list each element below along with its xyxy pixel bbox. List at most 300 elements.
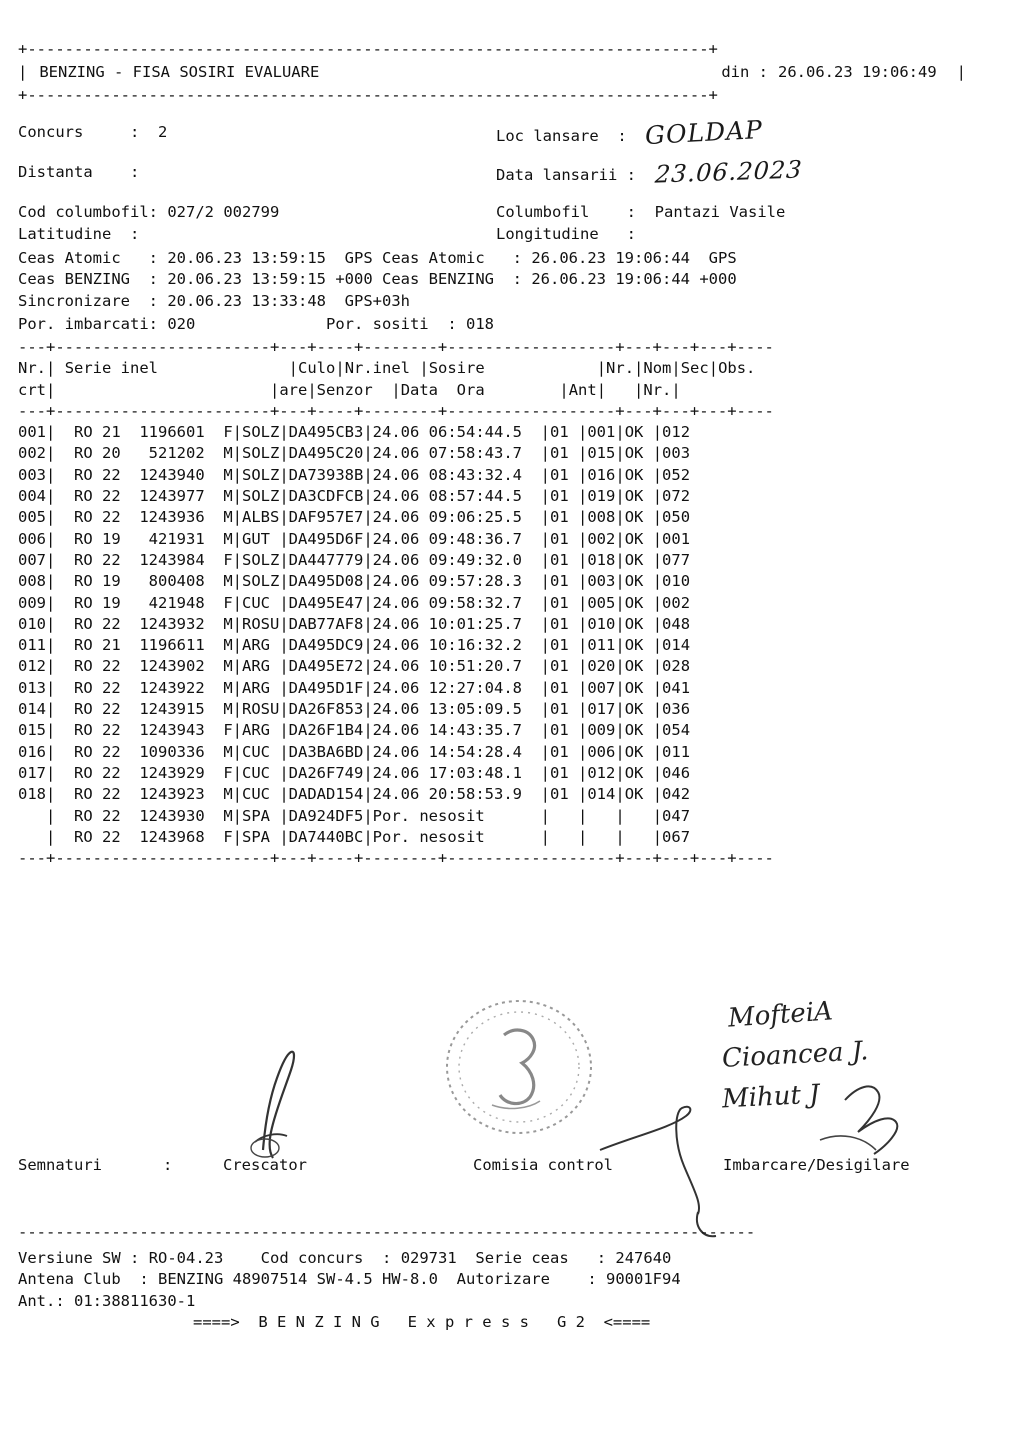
cell-sosire: 24.06 09:06:25.5 [372, 508, 541, 527]
cell-culoare: SOLZ [242, 487, 280, 506]
column-divider: | [232, 444, 242, 463]
antena-club-label: Antena Club [18, 1270, 121, 1288]
cell-crt: 010 [18, 614, 46, 633]
concurs-label: Concurs [18, 123, 84, 141]
column-divider: | [652, 721, 663, 740]
cell-sec: OK [624, 529, 653, 548]
column-divider: | [279, 657, 289, 676]
column-divider: | [578, 806, 588, 825]
por-sositi-sep: : [447, 314, 457, 333]
table-header-row-2: crt| |are|Senzor |Data Ora |Ant| |Nr.| [18, 380, 681, 399]
column-divider: | [615, 550, 625, 569]
column-divider: | [363, 657, 373, 676]
column-divider: | [578, 636, 588, 655]
column-divider: | [652, 827, 663, 846]
table-row [18, 827, 978, 848]
cell-sec: OK [624, 444, 653, 463]
cell-sosire: 24.06 20:58:53.9 [372, 785, 541, 804]
cell-sosire: 24.06 09:58:32.7 [372, 593, 541, 612]
cell-nom: 003 [587, 572, 616, 591]
cell-obs: 011 [662, 742, 691, 761]
cell-sec: OK [624, 423, 653, 442]
concurs-sep: : [130, 123, 140, 141]
cell-serie: RO 22 1243943 F [55, 721, 233, 740]
table-row [18, 635, 978, 656]
cell-sosire: 24.06 09:57:28.3 [372, 572, 541, 591]
cell-ant: 01 [550, 508, 578, 527]
clock-row-benzing [18, 269, 998, 290]
cell-culoare: SOLZ [242, 423, 280, 442]
cell-ant: 01 [550, 785, 578, 804]
cell-sosire: 24.06 13:05:09.5 [372, 700, 541, 719]
clock-benzing-left-suffix: +000 [335, 270, 373, 289]
cell-serie: RO 21 1196601 F [55, 423, 233, 442]
column-divider: | [232, 785, 242, 804]
cod-concurs-label: Cod concurs [260, 1248, 364, 1267]
column-divider: | [46, 657, 56, 676]
column-divider: | [46, 678, 56, 697]
cell-ant: 01 [550, 763, 578, 782]
cell-nom [587, 807, 615, 825]
header-bar-left: | [18, 63, 28, 81]
column-divider: | [232, 593, 242, 612]
column-divider: | [652, 487, 663, 506]
table-header-row-1: Nr.| Serie inel |Culo|Nr.inel |Sosire |Nr.|Nom|Sec|Obs. [18, 359, 756, 378]
column-divider: | [232, 742, 242, 761]
cell-sosire: 24.06 08:57:44.5 [372, 487, 541, 506]
column-divider: | [363, 785, 373, 804]
column-divider: | [363, 806, 373, 825]
cell-nom: 018 [587, 550, 616, 569]
cell-serie: RO 20 521202 M [55, 444, 233, 463]
column-divider: | [615, 806, 625, 825]
cell-senzor: DAB77AF8 [288, 614, 364, 633]
cell-nom: 008 [587, 508, 616, 527]
column-divider: | [279, 827, 289, 846]
cell-crt [18, 828, 46, 846]
clock-atomic-right-value: 26.06.23 19:06:44 [531, 249, 690, 267]
cell-sosire: 24.06 09:49:32.0 [372, 550, 541, 569]
cell-culoare: ARG [242, 657, 280, 676]
column-divider: | [652, 529, 663, 548]
cell-culoare: ARG [242, 636, 280, 655]
cell-crt: 008 [18, 572, 46, 591]
column-divider: | [279, 742, 289, 761]
column-divider: | [578, 444, 588, 463]
cell-senzor: DA26F853 [288, 700, 364, 719]
column-divider: | [232, 550, 242, 569]
column-divider: | [279, 529, 289, 548]
header-title-row [18, 58, 966, 86]
cell-senzor: DA495CB3 [288, 423, 364, 442]
signatures-labels [18, 1155, 978, 1183]
cell-obs: 052 [662, 465, 691, 484]
cell-sosire: 24.06 10:51:20.7 [372, 657, 541, 676]
column-divider: | [578, 550, 588, 569]
cell-ant [550, 807, 578, 825]
comisia-stamp-icon [432, 985, 607, 1155]
crescator-label: Crescator [223, 1156, 307, 1174]
cod-columbofil-value: 027/2 002799 [167, 203, 280, 221]
cell-crt: 018 [18, 785, 46, 804]
cell-crt: 003 [18, 465, 46, 484]
column-divider: | [578, 465, 588, 484]
cell-sec: OK [624, 593, 653, 612]
cell-sec: OK [624, 763, 653, 782]
cell-serie: RO 22 1243922 M [55, 678, 233, 697]
cell-ant [550, 828, 578, 846]
cell-crt: 017 [18, 763, 46, 782]
column-divider: | [279, 487, 289, 506]
column-divider: | [540, 827, 550, 846]
column-divider: | [46, 700, 56, 719]
cell-senzor: DA495D1F [288, 678, 364, 697]
latitudine-field [18, 224, 139, 246]
concurs-field [18, 122, 167, 144]
column-divider: | [578, 721, 588, 740]
cell-senzor: DA924DF5 [288, 806, 364, 825]
column-divider: | [615, 487, 625, 506]
column-divider: | [46, 763, 56, 782]
column-divider: | [279, 678, 289, 697]
column-divider: | [232, 657, 242, 676]
column-divider: | [652, 465, 663, 484]
sincronizare-sep: : [148, 291, 158, 310]
column-divider: | [615, 465, 625, 484]
column-divider: | [615, 636, 625, 655]
por-imbarcati-value: 020 [167, 314, 196, 333]
column-divider: | [363, 614, 373, 633]
cell-senzor: DA73938B [288, 465, 364, 484]
cell-obs: 042 [662, 785, 691, 804]
clock-benzing-right-sep: : [512, 270, 522, 289]
column-divider: | [279, 636, 289, 655]
cell-culoare: ARG [242, 721, 280, 740]
cell-sosire: 24.06 09:48:36.7 [372, 529, 541, 548]
cell-sec [625, 807, 653, 825]
cell-nom: 020 [587, 657, 616, 676]
cod-concurs-value: 029731 [400, 1248, 457, 1267]
cell-sosire: Por. nesosit [372, 827, 541, 846]
column-divider: | [279, 593, 289, 612]
sincronizare-suffix: GPS+03h [344, 291, 410, 310]
column-divider: | [363, 550, 373, 569]
column-divider: | [540, 423, 550, 442]
th2-senzor: Senzor [316, 380, 373, 399]
header-rule-top: +-------------------------------------------------------------------------+ [18, 40, 718, 58]
cell-sec: OK [624, 465, 653, 484]
table-row [18, 614, 978, 635]
column-divider: | [652, 785, 663, 804]
th-sec: Sec [680, 359, 709, 378]
column-divider: | [540, 806, 550, 825]
cell-ant: 01 [550, 742, 578, 761]
column-divider: | [363, 700, 373, 719]
column-divider: | [652, 806, 663, 825]
header-din-value: 26.06.23 19:06:49 [778, 63, 937, 81]
cell-nom: 009 [587, 721, 616, 740]
cell-serie: RO 22 1243940 M [55, 465, 233, 484]
column-divider: | [363, 572, 373, 591]
cell-ant: 01 [550, 423, 578, 442]
sincronizare-label: Sincronizare [18, 291, 130, 310]
column-divider: | [578, 742, 588, 761]
cell-sosire: 24.06 14:54:28.4 [372, 742, 541, 761]
cell-nom: 014 [587, 785, 616, 804]
loc-lansare-sep: : [617, 127, 627, 145]
cell-serie: RO 21 1196611 M [55, 636, 233, 655]
th2-sec-nr: Nr. [643, 380, 672, 399]
columbofil-label: Columbofil [496, 203, 590, 221]
table-row [18, 720, 978, 741]
cod-concurs-sep: : [382, 1248, 392, 1267]
column-divider: | [46, 465, 56, 484]
cell-sec: OK [624, 785, 653, 804]
por-imbarcati-label: Por. imbarcati: [18, 314, 158, 333]
column-divider: | [652, 742, 663, 761]
cell-serie: RO 22 1243930 M [55, 806, 233, 825]
table-row [18, 465, 978, 486]
cell-crt: 005 [18, 508, 46, 527]
cell-sec: OK [624, 572, 653, 591]
table-sep-top: ---+-----------------------+---+----+--------+------------------+---+---+---+---- [18, 338, 774, 356]
clock-benzing-left-value: 20.06.23 13:59:15 [167, 270, 326, 289]
cell-crt: 007 [18, 550, 46, 569]
column-divider: | [232, 508, 242, 527]
distanta-sep: : [129, 163, 140, 181]
cell-obs: 036 [662, 700, 691, 719]
handwritten-name-1: MofteiA [727, 996, 834, 1034]
table-row [18, 550, 978, 571]
cell-obs: 002 [662, 593, 691, 612]
sincronizare-value: 20.06.23 13:33:48 [167, 291, 326, 310]
cell-sosire: 24.06 06:54:44.5 [372, 423, 541, 442]
clock-atomic-left-suffix: GPS [344, 249, 373, 267]
column-divider: | [363, 529, 373, 548]
column-divider: | [540, 508, 550, 527]
cell-nom: 015 [587, 444, 616, 463]
column-divider: | [363, 636, 373, 655]
document-title: BENZING - FISA SOSIRI EVALUARE [39, 63, 320, 81]
column-divider: | [232, 465, 242, 484]
cell-serie: RO 22 1243915 M [55, 700, 233, 719]
cell-culoare: GUT [242, 529, 280, 548]
th2-ant: Ant [568, 380, 597, 399]
column-divider: | [615, 423, 625, 442]
cell-obs: 014 [662, 636, 691, 655]
cell-culoare: CUC [242, 763, 280, 782]
meta-row-cod-columbofil [18, 202, 978, 224]
cell-senzor: DA495D08 [288, 572, 364, 591]
concurs-value: 2 [158, 123, 168, 141]
cell-sec: OK [624, 487, 653, 506]
signatures-row [18, 1155, 978, 1183]
column-divider: | [46, 423, 56, 442]
clock-benzing-right-suffix: +000 [699, 270, 737, 289]
cell-crt: 015 [18, 721, 46, 740]
column-divider: | [652, 636, 663, 655]
th-culoare: Culo [298, 359, 336, 378]
cell-crt: 001 [18, 423, 46, 442]
table-row [18, 593, 978, 614]
cell-culoare: SPA [242, 806, 280, 825]
longitudine-label: Longitudine [496, 224, 599, 243]
clock-row-sincronizare [18, 291, 998, 312]
clock-atomic-right-suffix: GPS [708, 249, 737, 267]
clock-benzing-right-value: 26.06.23 19:06:44 [531, 270, 690, 289]
column-divider: | [578, 614, 588, 633]
cell-sosire: 24.06 12:27:04.8 [372, 678, 541, 697]
th-nr-ant: Nr. [606, 359, 635, 378]
th2-data-ora: Data Ora [400, 380, 485, 399]
footer-express-line: ====> B E N Z I N G E x p r e s s G 2 <==== [193, 1313, 651, 1331]
cell-sosire: 24.06 17:03:48.1 [372, 763, 541, 782]
header-din-label: din : [721, 63, 769, 81]
cell-obs: 028 [662, 657, 691, 676]
autorizare-label: Autorizare [456, 1270, 550, 1288]
cell-obs: 054 [662, 721, 691, 740]
cell-crt: 011 [18, 636, 46, 655]
cell-serie: RO 19 800408 M [55, 572, 233, 591]
column-divider: | [46, 572, 56, 591]
table-body [18, 422, 978, 848]
column-divider: | [279, 444, 289, 463]
column-divider: | [232, 700, 242, 719]
loc-lansare-field [496, 114, 765, 151]
column-divider: | [578, 785, 588, 804]
imbarcare-desigilare-label: Imbarcare/Desigilare [723, 1156, 910, 1174]
th2-are: are [279, 380, 308, 399]
cell-serie: RO 22 1090336 M [55, 742, 233, 761]
cell-obs: 046 [662, 763, 691, 782]
column-divider: | [652, 657, 663, 676]
loc-lansare-label: Loc lansare [496, 127, 599, 145]
column-divider: | [540, 700, 550, 719]
table-row [18, 571, 978, 592]
cell-culoare: ALBS [242, 508, 280, 527]
footer-row-ant [18, 1291, 998, 1313]
column-divider: | [540, 572, 550, 591]
clocks-block [18, 248, 998, 335]
column-divider: | [578, 423, 588, 442]
cell-nom: 007 [587, 678, 616, 697]
footer-block [18, 1222, 998, 1334]
cell-serie: RO 22 1243936 M [55, 508, 233, 527]
column-divider: | [540, 487, 550, 506]
column-divider: | [232, 529, 242, 548]
cell-serie: RO 19 421931 M [55, 529, 233, 548]
column-divider: | [540, 657, 550, 676]
cell-culoare: SOLZ [242, 572, 280, 591]
cell-obs: 067 [662, 827, 691, 846]
cell-culoare: ARG [242, 678, 280, 697]
versiune-sw-value: RO-04.23 [148, 1248, 224, 1267]
columbofil-sep: : [626, 203, 636, 221]
header-box [18, 40, 966, 104]
footer-row-antena [18, 1269, 998, 1291]
column-divider: | [232, 827, 242, 846]
cell-ant: 01 [550, 721, 578, 740]
longitudine-sep: : [626, 224, 636, 243]
cell-ant: 01 [550, 550, 578, 569]
table-row [18, 656, 978, 677]
distanta-field [18, 162, 139, 184]
column-divider: | [232, 487, 242, 506]
cod-columbofil-field [18, 202, 279, 224]
cell-obs: 010 [662, 572, 691, 591]
column-divider: | [652, 763, 663, 782]
column-divider: | [540, 636, 550, 655]
cell-nom: 006 [587, 742, 616, 761]
data-lansarii-sep: : [626, 166, 637, 184]
cell-senzor: DADAD154 [288, 785, 364, 804]
column-divider: | [363, 742, 373, 761]
meta-row-concurs [18, 114, 978, 162]
cell-sosire: Por. nesosit [372, 806, 541, 825]
cell-nom: 019 [587, 487, 616, 506]
column-divider: | [652, 550, 663, 569]
column-divider: | [232, 721, 242, 740]
cell-culoare: CUC [242, 593, 280, 612]
cell-ant: 01 [550, 487, 578, 506]
column-divider: | [363, 763, 373, 782]
column-divider: | [279, 465, 289, 484]
cell-senzor: DA495C20 [288, 444, 364, 463]
column-divider: | [578, 508, 588, 527]
cell-ant: 01 [550, 678, 578, 697]
autorizare-value: 90001F94 [606, 1270, 681, 1288]
cell-senzor: DA26F749 [288, 763, 364, 782]
cell-nom: 011 [587, 636, 616, 655]
column-divider: | [232, 678, 242, 697]
cell-sec: OK [624, 614, 653, 633]
column-divider: | [363, 827, 373, 846]
cell-crt: 012 [18, 657, 46, 676]
column-divider: | [540, 529, 550, 548]
th-nr: Nr. [18, 359, 46, 378]
cell-nom [587, 828, 615, 846]
clock-atomic-right-label: Ceas Atomic [382, 249, 485, 267]
column-divider: | [363, 423, 373, 442]
semnaturi-sep: : [163, 1156, 173, 1174]
cell-crt: 013 [18, 678, 46, 697]
column-divider: | [652, 444, 663, 463]
cell-culoare: CUC [242, 785, 280, 804]
column-divider: | [652, 700, 663, 719]
autorizare-sep: : [587, 1270, 597, 1288]
cell-obs: 048 [662, 614, 691, 633]
clock-atomic-label: Ceas Atomic [18, 249, 121, 267]
cell-sosire: 24.06 10:16:32.2 [372, 636, 541, 655]
table-sep-header: ---+-----------------------+---+----+--------+------------------+---+---+---+---- [18, 401, 774, 420]
column-divider: | [279, 721, 289, 740]
column-divider: | [232, 423, 242, 442]
results-table [18, 337, 978, 869]
por-sositi-label: Por. sositi [325, 314, 429, 333]
column-divider: | [279, 572, 289, 591]
por-sositi-value: 018 [466, 314, 494, 333]
cell-culoare: SOLZ [242, 465, 280, 484]
porumbei-counts-row [18, 314, 998, 335]
comisia-control-label: Comisia control [473, 1156, 613, 1174]
column-divider: | [279, 763, 289, 782]
column-divider: | [232, 614, 242, 633]
handwritten-name-2: Cioancea J. [721, 1036, 870, 1074]
column-divider: | [615, 700, 625, 719]
columbofil-field [496, 202, 785, 224]
table-row [18, 529, 978, 550]
data-lansarii-label: Data lansarii [496, 166, 618, 184]
